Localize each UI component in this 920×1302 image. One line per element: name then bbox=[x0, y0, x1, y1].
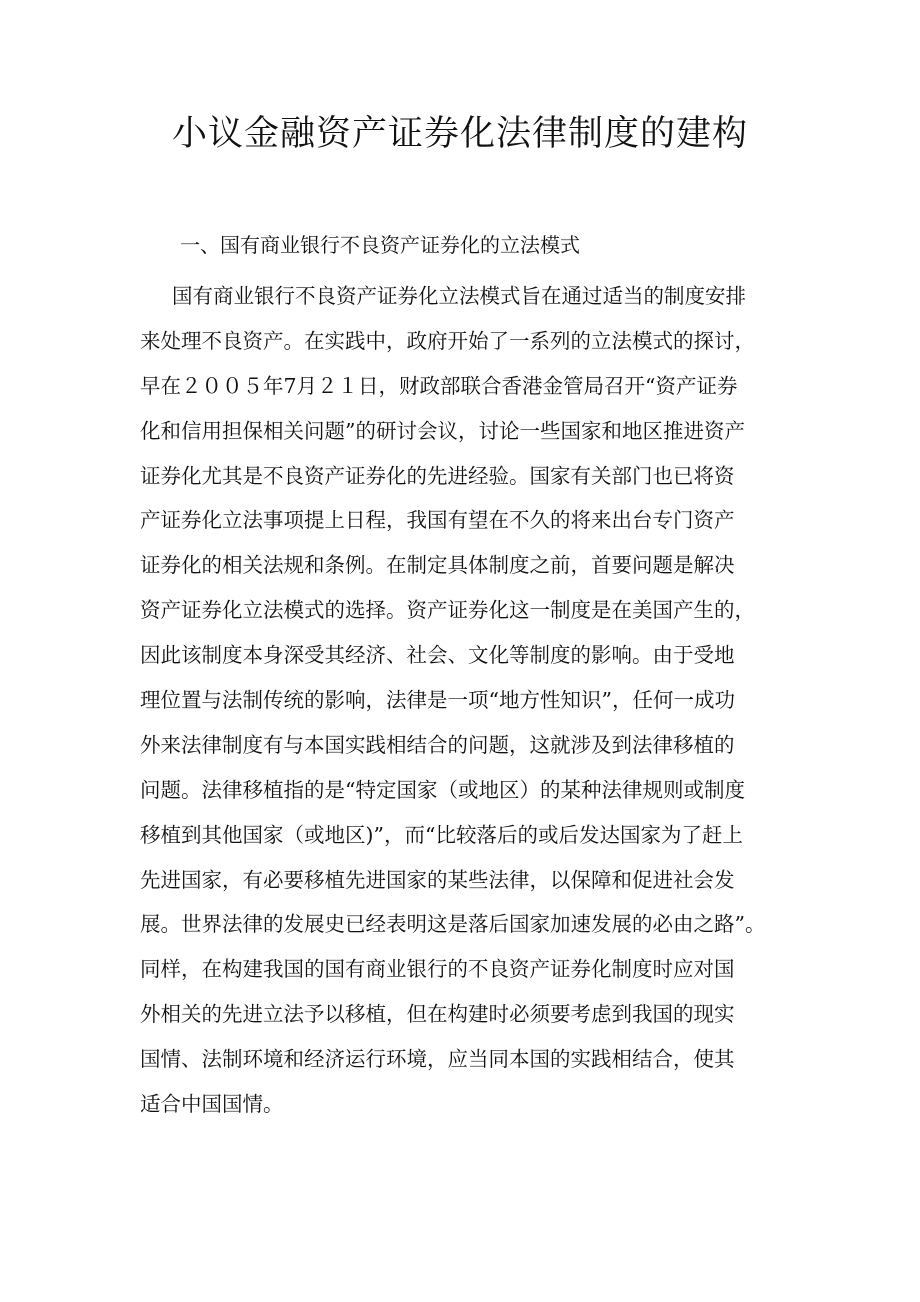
paragraph-line: 产证券化立法事项提上日程，我国有望在不久的将来出台专门资产 bbox=[140, 508, 735, 533]
paragraph-line: 同样，在构建我国的国有商业银行的不良资产证券化制度时应对国 bbox=[140, 957, 735, 982]
document-title: 小议金融资产证券化法律制度的建构 bbox=[171, 114, 748, 154]
section-heading: 一、国有商业银行不良资产证券化的立法模式 bbox=[180, 233, 580, 257]
paragraph-line: 化和信用担保相关问题”的研讨会议，讨论一些国家和地区推进资产 bbox=[140, 418, 745, 443]
paragraph-line: 展。世界法律的发展史已经表明这是落后国家加速发展的必由之路”。 bbox=[140, 912, 766, 937]
paragraph-line: 问题。法律移植指的是“特定国家（或地区）的某种法律规则或制度 bbox=[140, 777, 745, 802]
paragraph-line: 外来法律制度有与本国实践相结合的问题，这就涉及到法律移植的 bbox=[140, 732, 735, 757]
paragraph-line: 国情、法制环境和经济运行环境，应当同本国的实践相结合，使其 bbox=[140, 1047, 735, 1072]
paragraph-line: 理位置与法制传统的影响，法律是一项“地方性知识”，任何一成功 bbox=[140, 688, 735, 713]
paragraph-line: 证券化的相关法规和条例。在制定具体制度之前，首要问题是解决 bbox=[140, 553, 735, 578]
paragraph-line: 外相关的先进立法予以移植，但在构建时必须要考虑到我国的现实 bbox=[140, 1002, 735, 1027]
paragraph-line: 早在２００５年7月２１日，财政部联合香港金管局召开“资产证券 bbox=[140, 373, 738, 398]
paragraph-line: 先进国家，有必要移植先进国家的某些法律，以保障和促进社会发 bbox=[140, 867, 735, 892]
paragraph-line: 国有商业银行不良资产证券化立法模式旨在通过适当的制度安排 bbox=[172, 284, 746, 308]
paragraph-line: 因此该制度本身深受其经济、社会、文化等制度的影响。由于受地 bbox=[140, 643, 735, 668]
paragraph-line: 来处理不良资产。在实践中，政府开始了一系列的立法模式的探讨， bbox=[140, 328, 755, 353]
paragraph-line: 移植到其他国家（或地区)”，而“比较落后的或后发达国家为了赶上 bbox=[140, 822, 743, 847]
paragraph-line: 适合中国国情。 bbox=[140, 1092, 284, 1117]
paragraph bbox=[140, 281, 790, 1134]
paragraph-line: 证券化尤其是不良资产证券化的先进经验。国家有关部门也已将资 bbox=[140, 463, 735, 488]
paragraph-line: 资产证券化立法模式的选择。资产证券化这一制度是在美国产生的， bbox=[140, 598, 755, 623]
